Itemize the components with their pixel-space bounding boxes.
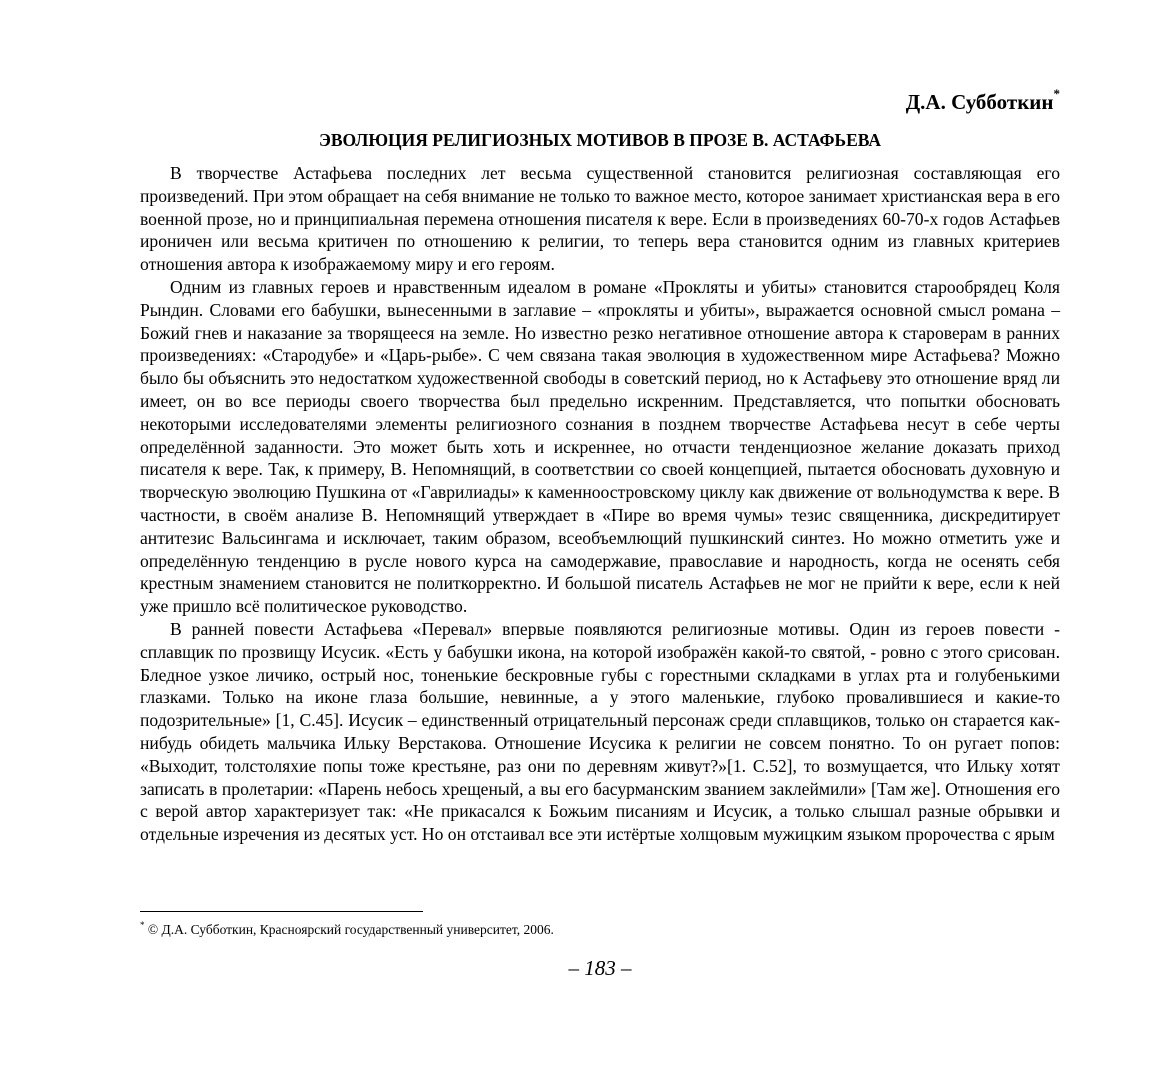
- document-page: [140, 0, 1060, 1080]
- author-footnote-mark: *: [1053, 86, 1060, 101]
- page-number: – 183 –: [568, 956, 632, 980]
- paragraph: В ранней повести Астафьева «Перевал» впервые появляются религиозные мотивы. Один из героев повести - сплавщик по прозвищу Исусик. «Есть у бабушки икона, на которой изображён какой-то святой, - ровно с этого срисован. Бледное узкое личико, острый нос, тоненькие бескровные губы с горестными складками в углах рта и голубенькими глазками. Только на иконе глаза большие, невинные, а у этого маленькие, глубоко провалившиеся и какие-то подозрительные» [1, С.45]. Исусик – единственный отрицательный персонаж среди сплавщиков, только он старается как-нибудь обидеть мальчика Ильку Верстакова. Отношение Исусика к религии не совсем понятно. То он ругает попов: «Выходит, толстоляхие попы тоже крестьяне, раз они по деревням живут?»[1. С.52], то возмущается, что Ильку хотят записать в пролетарии: «Парень небось хрещеный, а вы его басурманским званием заклеймили» [Там же]. Отношения его с верой автор характеризует так: «Не прикасался к Божьим писаниям и Исусик, а только слышал разные обрывки и отдельные изречения из десятых уст. Но он отстаивал все эти истёртые холщовым мужицким языком пророчества с ярым: [140, 618, 1060, 845]
- article-body: [140, 162, 1060, 846]
- paragraph: В творчестве Астафьева последних лет весьма существенной становится религиозная составляющая его произведений. При этом обращает на себя внимание не только то важное место, которое занимает христианская вера в его военной прозе, но и принципиальная перемена отношения писателя к вере. Если в произведениях 60-70-х годов Астафьев ироничен или весьма критичен по отношению к религии, то теперь вера становится одним из главных критериев отношения автора к изображаемому миру и его героям.: [140, 163, 1060, 275]
- article-title: ЭВОЛЮЦИЯ РЕЛИГИОЗНЫХ МОТИВОВ В ПРОЗЕ В. АСТАФЬЕВА: [319, 130, 881, 150]
- footnote-text: © Д.А. Субботкин, Красноярский государственный университет, 2006.: [147, 922, 554, 937]
- footnote-mark: *: [140, 920, 145, 930]
- author-name: Д.А. Субботкин: [905, 90, 1054, 114]
- paragraph: Одним из главных героев и нравственным идеалом в романе «Прокляты и убиты» становится старообрядец Коля Рындин. Словами его бабушки, вынесенными в заглавие – «прокляты и убиты», выражается основной смысл романа – Божий гнев и наказание за творящееся на земле. Но известно резко негативное отношение автора к староверам в ранних произведениях: «Стародубе» и «Царь-рыбе». С чем связана такая эволюция в художественном мире Астафьева? Можно было бы объяснить это недостатком художественной свободы в советский период, но к Астафьеву это отношение вряд ли имеет, он во все периоды своего творчества был предельно искренним. Представляется, что попытки обосновать некоторыми исследователями элементы религиозного сознания в позднем творчестве Астафьева несут в себе черты определённой заданности. Это может быть хоть и искреннее, но отчасти тенденциозное желание доказать приход писателя к вере. Так, к примеру, В. Непомнящий, в соответствии со своей концепцией, пытается обосновать духовную и творческую эволюцию Пушкина от «Гаврилиады» к каменноостровскому циклу как движение от вольнодумства к вере. В частности, в своём анализе В. Непомнящий утверждает в «Пире во время чумы» тезис священника, дискредитирует антитезис Вальсингама и исключает, таким образом, всеобъемлющий пушкинский синтез. Но можно отметить уже и определённую тенденцию в русле нового курса на самодержавие, православие и народность, когда не осенять себя крестным знамением становится не политкорректно. И большой писатель Астафьев не мог не прийти к вере, если к ней уже пришло всё политическое руководство.: [140, 276, 1060, 617]
- author-heading: [905, 86, 1060, 115]
- footnote: [140, 922, 554, 938]
- footnote-divider: [140, 911, 423, 912]
